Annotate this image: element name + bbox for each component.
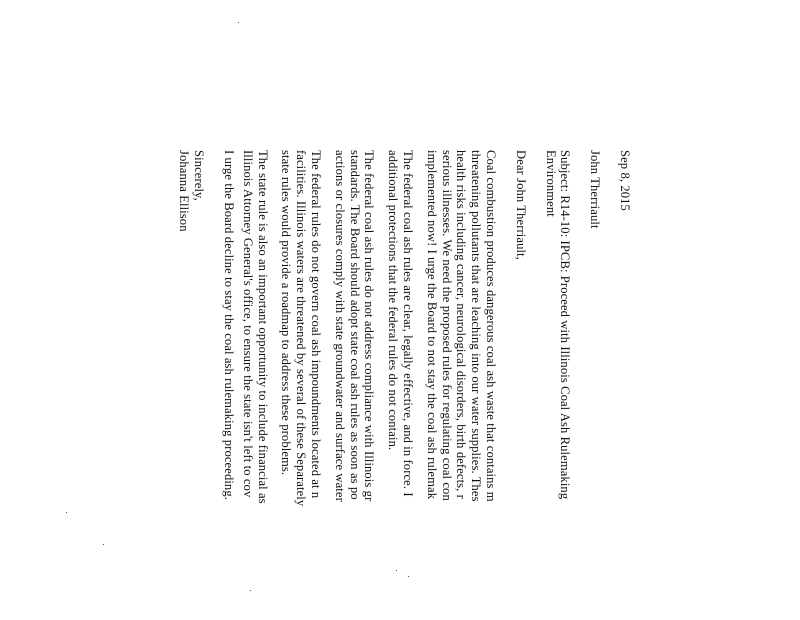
paragraph-line: Coal combustion produces dangerous coal ash waste that contains m	[484, 150, 499, 502]
scan-speck	[396, 570, 397, 571]
letter-salutation: Dear John Therriault,	[513, 150, 528, 260]
paragraph-line: standards. The Board should adopt state coal ash rules as soon as po	[347, 150, 362, 500]
paragraph-line: The federal coal ash rules are clear, legally effective, and in force. I	[401, 150, 416, 497]
letter-closing: Sincerely,	[192, 150, 207, 201]
letter-date: Sep 8, 2015	[618, 150, 632, 211]
paragraph-line: The federal coal ash rules do not address compliance with Illinois gr	[362, 150, 377, 502]
paragraph-line: Illinois Attorney General's office, to ensure the state isn't left to cov	[240, 150, 255, 498]
scan-speck	[238, 22, 239, 23]
paragraph-5	[240, 150, 270, 620]
letter-subject: Subject: R14-10: IPCB: Proceed with Illinois Coal Ash Rulemaking	[558, 150, 573, 500]
letter-subject-continued: Environment	[543, 150, 558, 217]
paragraph-2	[385, 150, 415, 620]
paragraph-4	[279, 150, 323, 620]
scan-speck	[408, 576, 409, 577]
scan-speck	[66, 512, 67, 513]
paragraph-6: I urge the Board decline to stay the coal ash rulemaking proceeding.	[222, 150, 237, 500]
paragraph-line: implemented now! I urge the Board to not stay the coal ash rulemak	[424, 150, 439, 500]
paragraph-line: threatening pollutants that are leaching into our water supplies. Thes	[469, 150, 484, 502]
paragraph-line: serious illnesses. We need the proposed rules for regulating coal con	[439, 150, 454, 501]
letter-body	[177, 150, 632, 620]
paragraph-line: health risks including cancer, neurological disorders, birth defects, r	[454, 150, 469, 499]
paragraph-line: facilities. Illinois waters are threatened by several of these Separately	[294, 150, 309, 507]
scan-speck	[250, 590, 251, 591]
paragraph-1	[424, 150, 498, 620]
letter-recipient: John Therriault	[588, 150, 603, 229]
paragraph-line: state rules would provide a roadmap to address these problems.	[279, 150, 294, 476]
paragraph-line: The federal rules do not govern coal ash impoundments located at n	[309, 150, 324, 499]
paragraph-line: additional protections that the federal rules do not contain.	[386, 150, 401, 451]
paragraph-line: The state rule is also an important opportunity to include financial as	[255, 150, 270, 504]
scan-speck	[103, 544, 104, 545]
letter-signature: Johanna Ellison	[177, 150, 192, 232]
paragraph-line: actions or closures comply with state groundwater and surface water	[332, 150, 347, 502]
paragraph-3	[332, 150, 376, 620]
